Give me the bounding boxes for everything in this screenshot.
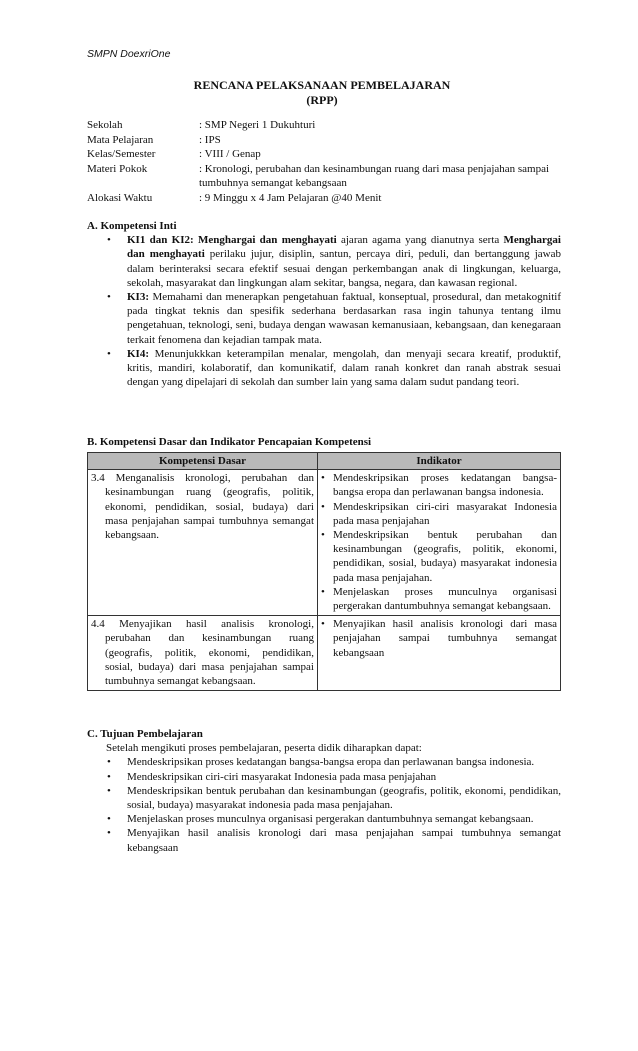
identity-block [87,118,567,205]
ki-label: Menghargai dan menghayati [127,234,561,261]
tujuan-text: Menyajikan hasil analisis kronologi dari masa penjajahan sampai tumbuhnya semangat kebangsaan [127,827,561,854]
section-kompetensi-inti [87,219,561,389]
ki-text: perilaku jujur, disiplin, santun, percaya diri, peduli, dan bertanggung jawab dalam berinteraksi secara efektif sesuai dengan perkembangan anak di lingkungan, keluarga, sekolah, masyarakat dan lingkungan alam sekitar, bangsa, negara, dan kawasan regional. [127,248,561,289]
indicator-text: Mendeskripsikan ciri-ciri masyarakat Indonesia pada masa penjajahan [333,500,557,527]
table-row [88,470,561,616]
info-value: : Kronologi, perubahan dan kesinambungan ruang dari masa penjajahan sampai tumbuhnya semangat kebangsaan [199,162,550,189]
list-item [87,826,561,854]
tujuan-text: Menjelaskan proses munculnya organisasi pergerakan dantumbuhnya semangat kebangsaan. [127,813,534,826]
document-title [87,78,557,108]
list-item [87,347,561,390]
indicator-text: Menyajikan hasil analisis kronologi dari masa penjajahan sampai tumbuhnya semangat kebangsaan [333,618,557,659]
column-header-kd: Kompetensi Dasar [88,453,318,470]
page-header: SMPN DoexriOne [87,48,171,60]
tujuan-text: Mendeskripsikan bentuk perubahan dan kesinambungan (geografis, politik, ekonomi, pendidikan, sosial, budaya) masyarakat indonesia pada masa penjajahan. [127,784,561,812]
indicator-text: Menjelaskan proses munculnya organisasi pergerakan dantumbuhnya semangat kebangsaan. [333,585,557,613]
list-item [87,784,561,812]
info-key: Alokasi Waktu [87,191,153,204]
indicator-text: Mendeskripsikan bentuk perubahan dan kesinambungan (geografis, politik, ekonomi, pendidikan, sosial, budaya) masyarakat indonesia pada masa penjajahan. [333,529,557,584]
indicator-list [321,471,557,613]
tujuan-list [87,755,561,854]
list-item [87,233,561,290]
section-title: B. Kompetensi Dasar dan Indikator Pencapaian Kompetensi [87,436,372,448]
ki-label: KI3: [127,291,149,304]
list-item [87,812,561,826]
info-key: Sekolah [87,119,123,131]
bullet-icon: • [107,827,111,840]
tujuan-text: Mendeskripsikan proses kedatangan bangsa-bangsa eropa dan perlawanan bangsa indonesia. [127,756,535,769]
info-key: Kelas/Semester [87,148,156,160]
indicator-cell [318,616,561,691]
list-item [87,770,561,784]
ki-list [87,233,561,389]
list-item [87,755,561,769]
table-header-row [88,453,561,470]
bullet-icon: • [107,234,111,247]
bullet-icon: • [107,756,111,769]
ki-text: Menunjukkkan keterampilan menalar, mengolah, dan menyaji secara kreatif, produktif, kritis, mandiri, kolaboratif, dan komunikatif, dalam ranah konkret dan ranah abstrak sesuai dengan yang dipelajari di sekolah dan sumber lain yang sama dalam sudut pandang teori. [127,347,561,389]
info-key: Mata Pelajaran [87,133,154,146]
column-header-indikator: Indikator [318,453,561,470]
info-row [87,147,567,162]
info-row [87,118,567,133]
list-item [321,585,557,613]
bullet-icon: • [107,770,111,783]
title-line-2: (RPP) [306,93,338,107]
kd-text: 3.4 Menganalisis kronologi, perubahan dan kesinambungan ruang (geografis, politik, ekonomi, pendidikan, sosial, budaya) dari masa penjajahan sampai tumbuhnya semangat kebangsaan. [91,472,314,542]
section-tujuan [87,727,561,855]
tujuan-intro: Setelah mengikuti proses pembelajaran, peserta didik diharapkan dapat: [106,742,422,755]
bullet-icon: • [107,291,111,304]
bullet-icon: • [321,500,325,513]
indicator-cell [318,470,561,616]
section-title: C. Tujuan Pembelajaran [87,728,203,740]
table-row [88,616,561,691]
list-item [87,290,561,347]
ki-text: Memahami dan menerapkan pengetahuan faktual, konseptual, prosedural, dan metakognitif pada tingkat teknis dan spesifik sederhana berdasarkan rasa ingin tahunya tentang ilmu pengetahuan, teknologi, seni, budaya dengan wawasan kemanusiaan, kebangsaan, dan kenegaraan terkait fenomena dan kejadian tampak mata. [127,291,561,346]
bullet-icon: • [107,784,111,797]
bullet-icon: • [321,529,325,542]
indicator-text: Mendeskripsikan proses kedatangan bangsa-bangsa eropa dan perlawanan bangsa indonesia. [333,472,557,499]
kd-indicator-table [87,452,561,691]
bullet-icon: • [321,472,325,485]
bullet-icon: • [107,347,111,360]
ki-text: ajaran agama yang dianutnya serta [336,234,504,247]
bullet-icon: • [321,618,325,631]
kd-cell [88,616,318,691]
title-line-1: RENCANA PELAKSANAAN PEMBELAJARAN [193,78,451,92]
ki-label: KI1 dan KI2: Menghargai dan menghayati [127,234,337,247]
info-value: : VIII / Genap [199,148,261,160]
bullet-icon: • [107,813,111,826]
info-row [87,191,567,206]
list-item [321,471,557,499]
tujuan-text: Mendeskripsikan ciri-ciri masyarakat Indonesia pada masa penjajahan [127,770,437,783]
list-item [321,500,557,528]
info-value: : SMP Negeri 1 Dukuhturi [199,119,316,131]
kd-text: 4.4 Menyajikan hasil analisis kronologi, perubahan dan kesinambungan ruang (geografis, politik, ekonomi, pendidikan, sosial, budaya) dari masa penjajahan sampai tumbuhnya semangat kebangsaan. [91,618,314,688]
section-kd-title [87,435,561,449]
info-key: Materi Pokok [87,162,148,175]
list-item [321,528,557,585]
kd-cell [88,470,318,616]
bullet-icon: • [321,585,325,598]
info-row [87,133,567,148]
ki-label: KI4: [127,347,149,360]
section-title: A. Kompetensi Inti [87,220,177,232]
indicator-list [321,617,557,660]
info-value: : 9 Minggu x 4 Jam Pelajaran @40 Menit [199,191,382,204]
info-row [87,162,567,191]
list-item [321,617,557,660]
info-value: : IPS [199,133,221,146]
